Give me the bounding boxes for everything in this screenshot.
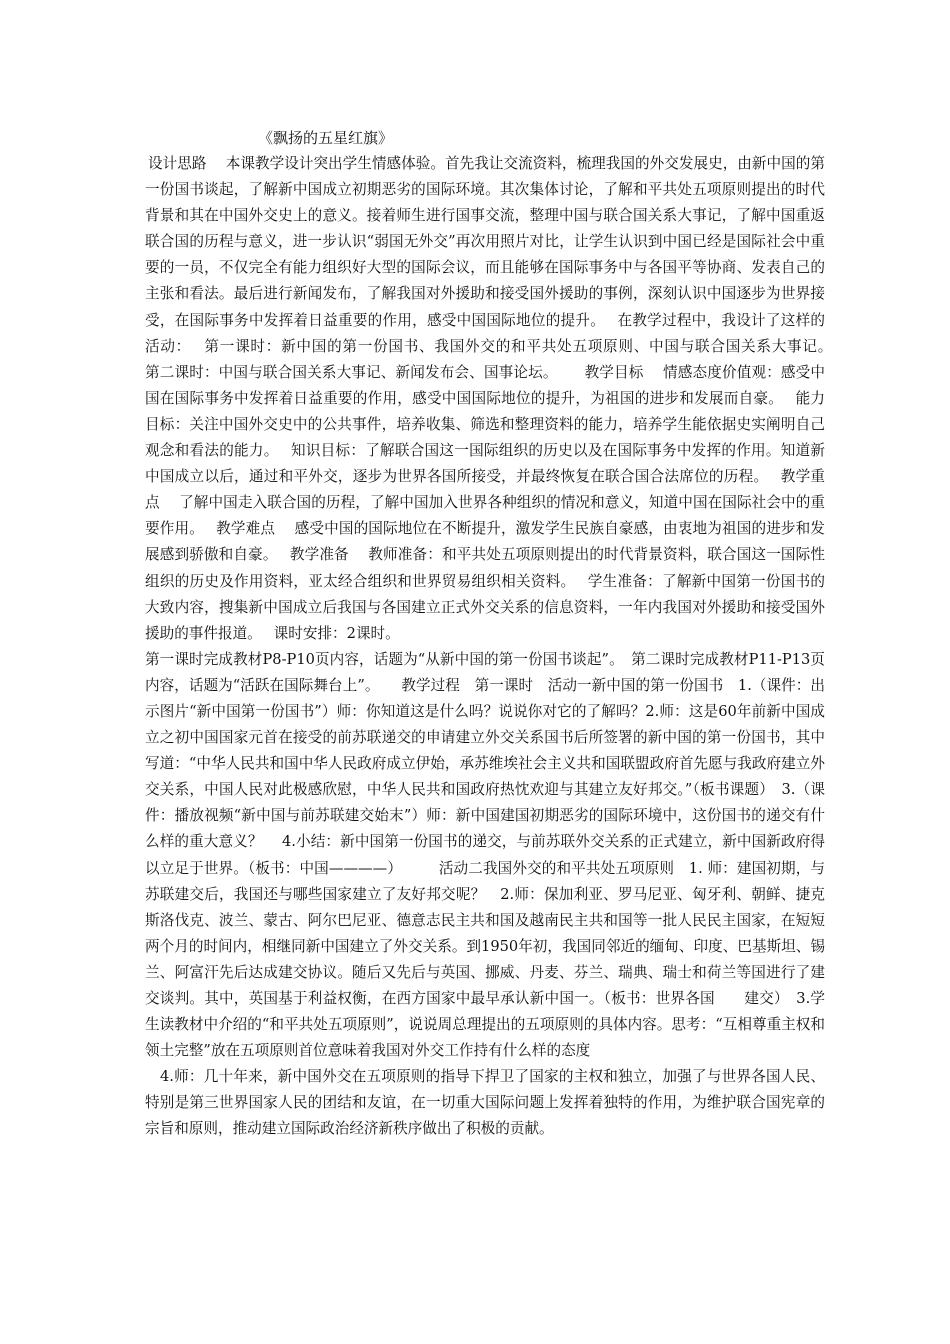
- paragraph-conclusion: 4.师：几十年来，新中国外交在五项原则的指导下捍卫了国家的主权和独立，加强了与世界各国人民、特别是第三世界国家人民的团结和友谊，在一切重大国际问题上发挥着独特的作用，为维护联合国宪章的宗旨和原则，推动建立国际政治经济新秩序做出了积极的贡献。: [145, 1068, 825, 1138]
- document-title: 《飘扬的五星红旗》: [258, 129, 394, 147]
- paragraph-design-and-objectives: 设计思路 本课教学设计突出学生情感体验。首先我让交流资料，梳理我国的外交发展史，由新中国的第一份国书谈起，了解新中国成立初期恶劣的国际环境。其次集体讨论，了解和平共处五项原则提出的时代背景和其在中国外交史上的意义。接着师生进行国事交流，整理中国与联合国关系大事记，了解中国重返联合国的历程与意义，进一步认识“弱国无外交”再次用照片对比，让学生认识到中国已经是国际社会中重要的一员，不仅完全有能力组织好大型的国际会议，而且能够在国际事务中与各国平等协商、发表自己的主张和看法。最后进行新闻发布，了解我国对外援助和接受国外援助的事例，深刻认识中国逐步为世界接受，在国际事务中发挥着日益重要的作用，感受中国国际地位的提升。 在教学过程中，我设计了这样的活动： 第一课时：新中国的第一份国书、我国外交的和平共处五项原则、中国与联合国关系大事记。 第二课时：中国与联合国关系大事记、新闻发布会、国事论坛。 教学目标 情感态度价值观：感受中国在国际事务中发挥着日益重要的作用，感受中国国际地位的提升，为祖国的进步和发展而自豪。 能力目标：关注中国外交史中的公共事件，培养收集、筛选和整理资料的能力，培养学生能依据史实阐明自己观念和看法的能力。 知识目标：了解联合国这一国际组织的历史以及在国际事务中发挥的作用。知道新中国成立以后，通过和平外交，逐步为世界各国所接受，并最终恢复在联合国合法席位的历程。 教学重点 了解中国走入联合国的历程，了解中国加入世界各种组织的情况和意义，知道中国在国际社会中的重要作用。 教学难点 感受中国的国际地位在不断提升，激发学生民族自豪感，由衷地为祖国的进步和发展感到骄傲和自豪。 教学准备 教师准备：和平共处五项原则提出的时代背景资料，联合国这一国际性组织的历史及作用资料，亚太经合组织和世界贸易组织相关资料。 学生准备：了解新中国第一份国书的大致内容，搜集新中国成立后我国与各国建立正式外交关系的信息资料，一年内我国对外援助和接受国外援助的事件报道。 课时安排：2课时。: [145, 155, 845, 642]
- document-body: [145, 151, 845, 1143]
- paragraph-lesson-process: 第一课时完成教材P8-P10页内容，话题为“从新中国的第一份国书谈起”。 第二课时完成教材P11-P13页内容，话题为“活跃在国际舞台上”。 教学过程 第一课时 活动一新中国的第一份国书 1.（课件：出示图片“新中国第一份国书”）师：你知道这是什么吗？说说你对它的了解吗？2.师：这是60年前新中国成立之初中国国家元首在接受的前苏联递交的申请建立外交关系国书后所签署的新中国的第一份国书，其中写道：“中华人民共和国中华人民政府成立伊始，承苏维埃社会主义共和国联盟政府首先愿与我政府建立外交关系，中国人民对此极感欣慰，中华人民共和国政府热忱欢迎与其建立友好邦交。”（板书课题） 3.（课件：播放视频“新中国与前苏联建交始末”）师：新中国建国初期恶劣的国际环境中，这份国书的递交有什么样的重大意义？ 4.小结：新中国第一份国书的递交，与前苏联外交关系的正式建立，新中国新政府得以立足于世界。（板书：中国————） 活动二我国外交的和平共处五项原则 1. 师：建国初期，与苏联建交后，我国还与哪些国家建立了友好邦交呢？ 2.师：保加利亚、罗马尼亚、匈牙利、朝鲜、捷克斯洛伐克、波兰、蒙古、阿尔巴尼亚、德意志民主共和国及越南民主共和国等一批人民民主国家，在短短两个月的时间内，相继同新中国建立了外交关系。到1950年初，我国同邻近的缅甸、印度、巴基斯坦、锡兰、阿富汗先后达成建交协议。随后又先后与英国、挪威、丹麦、芬兰、瑞典、瑞士和荷兰等国进行了建交谈判。其中，英国基于利益权衡，在西方国家中最早承认新中国一。（板书：世界各国 建交） 3.学生读教材中介绍的“和平共处五项原则”，说说周总理提出的五项原则的具体内容。思考：“互相尊重主权和领土完整”放在五项原则首位意味着我国对外交工作持有什么样的态度: [145, 650, 825, 1060]
